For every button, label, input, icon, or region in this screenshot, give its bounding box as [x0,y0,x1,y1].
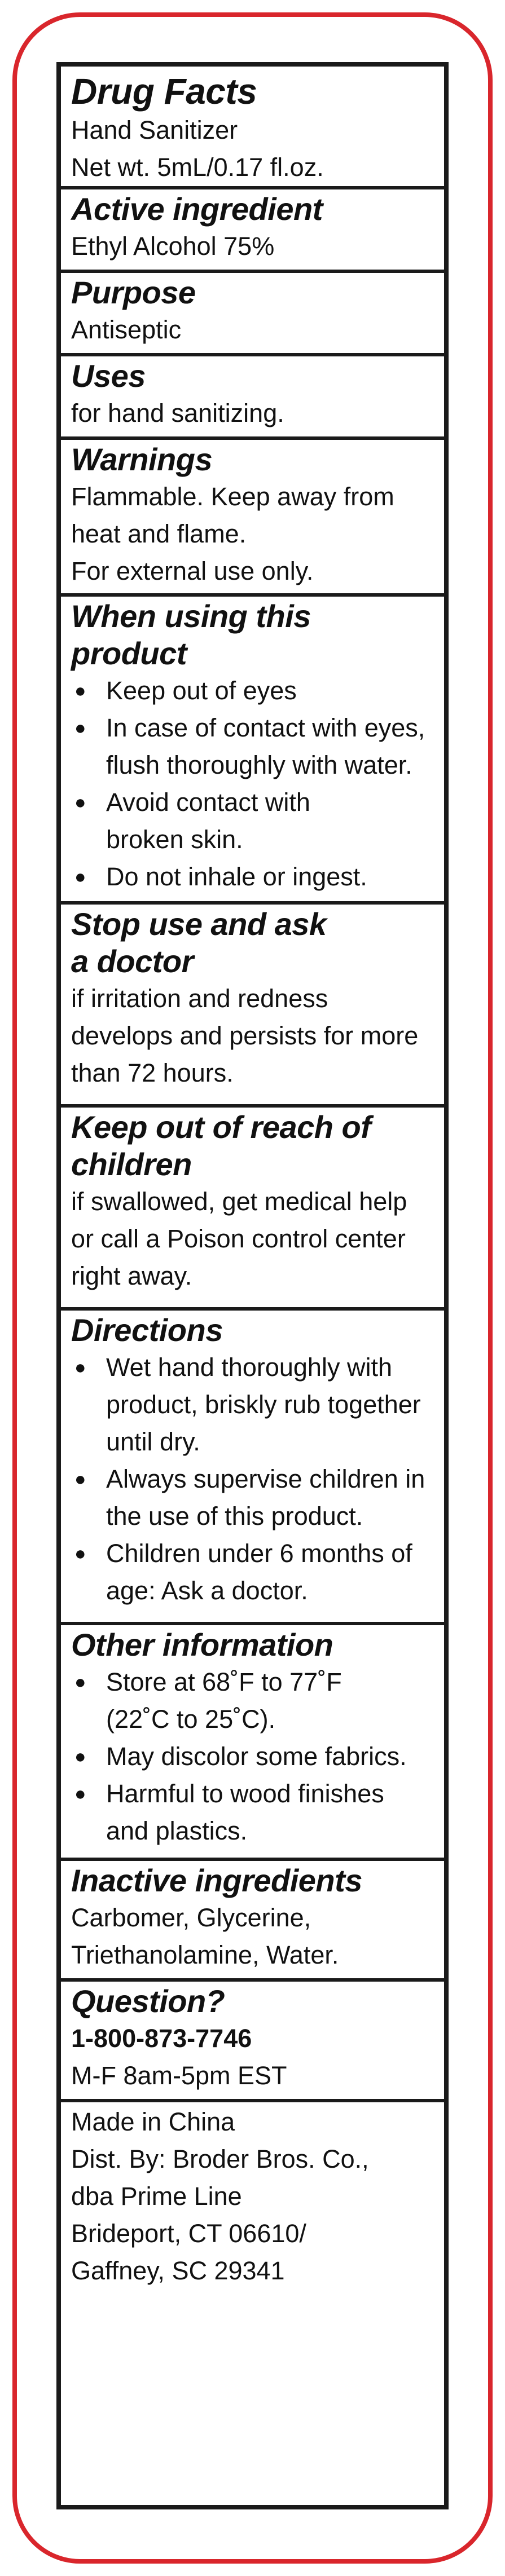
distributor-section [61,2103,444,2290]
footer-line: Brideport, CT 06610/ [71,2219,306,2248]
list-item [71,1664,434,1738]
list-item [71,672,434,709]
divider [61,593,444,597]
divider [61,1622,444,1625]
item-text: Keep out of eyes [106,676,297,705]
section-text: Triethanolamine, Water. [71,1940,339,1969]
footer-line: Dist. By: Broder Bros. Co., [71,2145,369,2173]
directions-section [61,1312,444,1609]
drug-facts-header [61,71,444,186]
item-text: until dry. [106,1427,200,1456]
list-item [71,709,434,784]
section-heading: Other information [71,1627,333,1662]
warnings-section [61,441,444,590]
item-text: product, briskly rub together [106,1390,421,1419]
section-text: if swallowed, get medical help [71,1187,407,1216]
uses-section [61,358,444,432]
list-item [71,1349,434,1461]
purpose-section [61,274,444,349]
section-heading: children [71,1146,192,1182]
footer-line: Made in China [71,2107,235,2136]
other-info-section [61,1626,444,1850]
footer-line: Gaffney, SC 29341 [71,2256,285,2285]
list-item [71,1775,434,1850]
section-text: develops and persists for more [71,1021,419,1050]
item-text: Avoid contact with [106,788,310,817]
section-heading: Question? [71,1983,225,2019]
divider [61,1104,444,1108]
divider [61,901,444,905]
item-text: age: Ask a doctor. [106,1576,308,1605]
section-text: Ethyl Alcohol 75% [71,232,275,261]
section-heading: Uses [71,358,146,394]
section-heading: a doctor [71,943,194,979]
section-text: right away. [71,1261,192,1290]
list-item [71,1535,434,1609]
bullet-list [71,1664,434,1850]
item-text: the use of this product. [106,1502,363,1530]
questions-section [61,1983,444,2094]
footer-line: dba Prime Line [71,2182,242,2211]
section-heading: Directions [71,1312,223,1348]
section-heading: Purpose [71,275,196,310]
section-heading: Keep out of reach of [71,1109,371,1145]
item-text: Children under 6 months of [106,1539,412,1568]
divider [61,270,444,273]
section-text: Carbomer, Glycerine, [71,1903,311,1932]
divider [61,436,444,440]
divider [61,186,444,189]
section-text: than 72 hours. [71,1058,234,1087]
phone-number: 1-800-873-7746 [71,2024,252,2053]
stop-use-section [61,906,444,1092]
item-text: Do not inhale or ingest. [106,862,367,891]
item-text: Store at 68˚F to 77˚F [106,1668,342,1696]
section-text: if irritation and redness [71,984,328,1013]
drug-facts-panel [56,62,449,2509]
section-text: heat and flame. [71,519,247,548]
bullet-list [71,672,434,896]
drug-facts-title: Drug Facts [71,71,257,112]
divider [61,1978,444,1982]
item-text: and plastics. [106,1816,248,1845]
list-item [71,1738,434,1775]
active-ingredient-section [61,191,444,265]
section-text: Antiseptic [71,315,182,344]
divider [61,353,444,356]
section-heading: Stop use and ask [71,906,327,942]
section-text: Flammable. Keep away from [71,482,394,511]
inactive-ingredients-section [61,1862,444,1974]
section-heading: Inactive ingredients [71,1863,362,1898]
item-text: flush thoroughly with water. [106,751,412,779]
divider [61,1858,444,1861]
item-text: broken skin. [106,825,243,854]
section-text: for hand sanitizing. [71,399,284,427]
item-text: Harmful to wood finishes [106,1779,384,1808]
hours: M-F 8am-5pm EST [71,2061,287,2090]
item-text: (22˚C to 25˚C). [106,1705,276,1733]
divider [61,1307,444,1311]
list-item [71,784,434,858]
keep-out-section [61,1109,444,1295]
item-text: Always supervise children in [106,1465,425,1493]
section-text: or call a Poison control center [71,1224,406,1253]
bullet-list [71,1349,434,1609]
divider [61,2099,444,2102]
item-text: Wet hand thoroughly with [106,1353,392,1382]
when-using-section [61,598,444,896]
item-text: May discolor some fabrics. [106,1742,407,1771]
net-weight: Net wt. 5mL/0.17 fl.oz. [71,153,324,182]
section-heading: When using this product [71,598,311,671]
list-item [71,1461,434,1535]
list-item [71,858,434,896]
section-heading: Warnings [71,442,213,477]
product-name: Hand Sanitizer [71,116,238,144]
item-text: In case of contact with eyes, [106,713,425,742]
section-heading: Active ingredient [71,191,323,227]
section-text: For external use only. [71,557,314,585]
